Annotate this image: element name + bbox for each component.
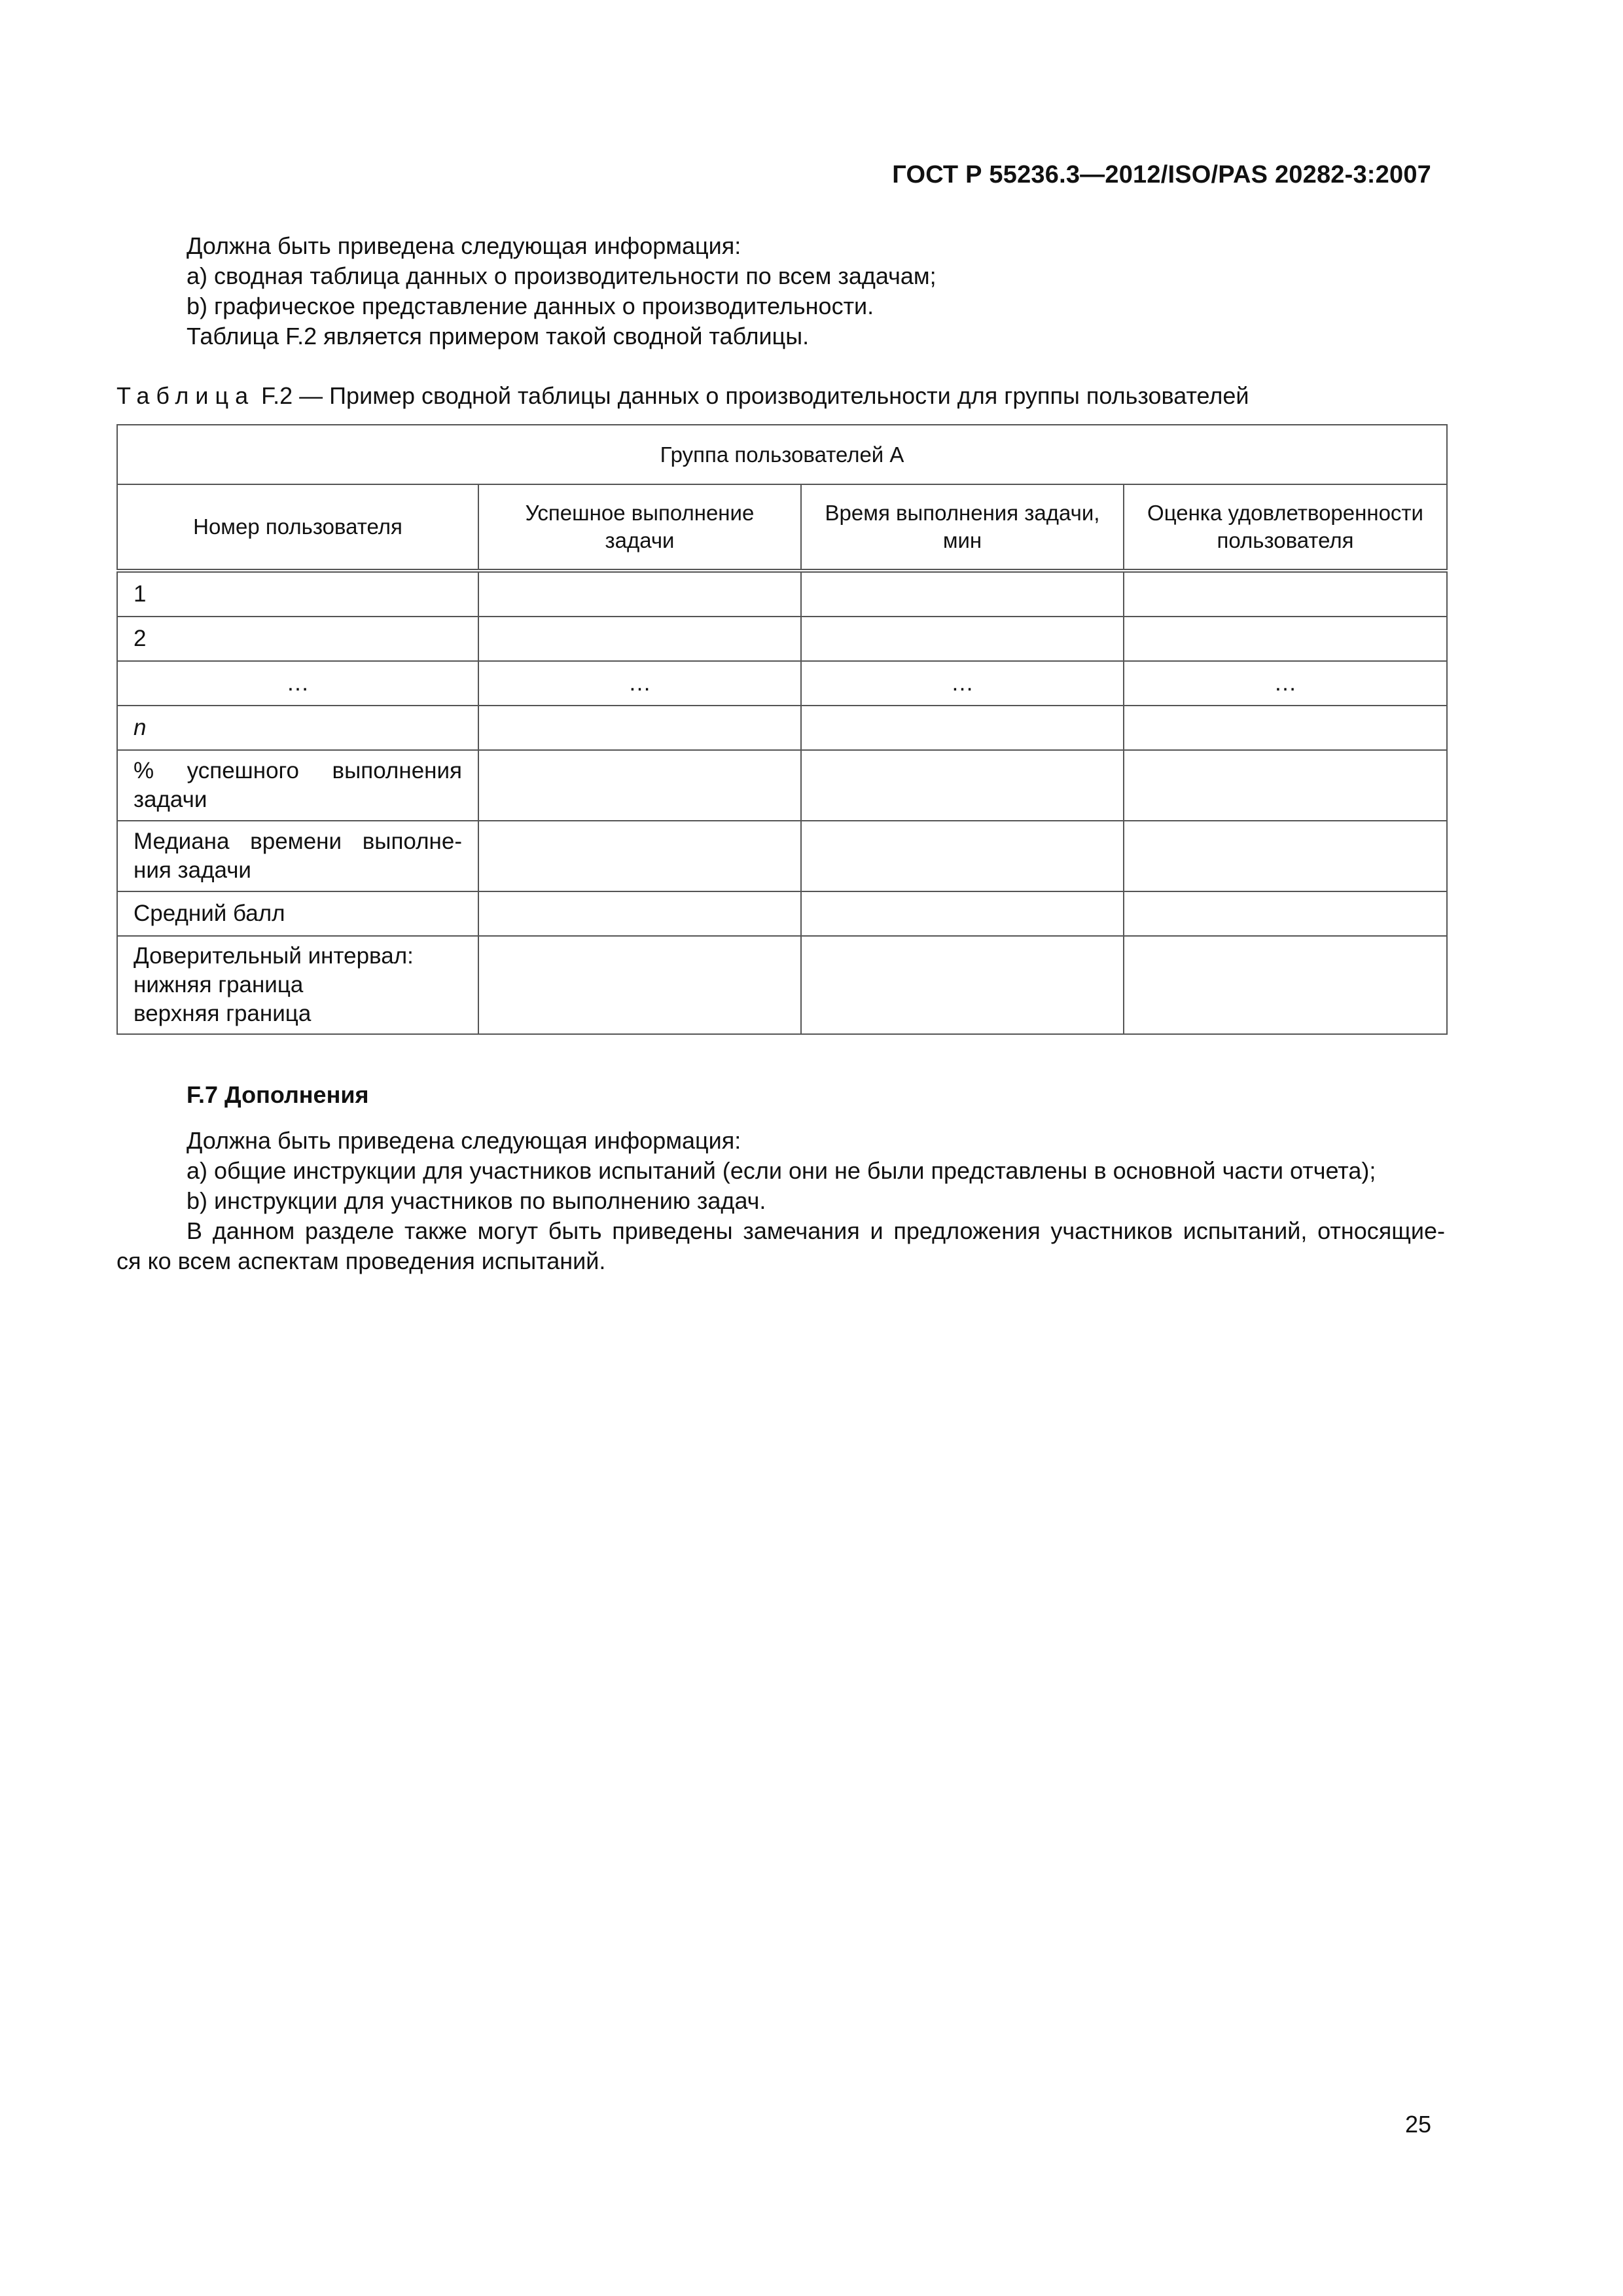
group-header-cell: Группа пользователей А: [117, 425, 1447, 484]
table-row: [117, 891, 1447, 936]
column-header: [1124, 484, 1447, 571]
table-cell: [1124, 750, 1447, 821]
table-cell: [1124, 706, 1447, 750]
intro-item-b: b) графическое представление данных о производительности.: [187, 293, 874, 319]
row-label-line: Медиана времени выполне-: [134, 829, 462, 854]
table-row: [117, 661, 1447, 706]
intro-line: Должна быть приведена следующая информация:: [187, 232, 741, 259]
table-caption-text: F.2 — Пример сводной таблицы данных о производительности для группы пользователей: [255, 382, 1249, 409]
table-cell: [1124, 936, 1447, 1034]
column-header-line: задачи: [605, 528, 675, 552]
section-paragraph: [116, 1126, 1445, 1276]
table-cell: [801, 891, 1124, 936]
section-item-b: b) инструкции для участников по выполнению задач.: [187, 1187, 766, 1214]
table-row: [117, 706, 1447, 750]
row-label-line: ния задачи: [134, 857, 251, 883]
row-label: [117, 750, 478, 821]
table-row: [117, 617, 1447, 661]
table-cell: [478, 936, 801, 1034]
row-label-line: нижняя граница: [134, 972, 304, 997]
table-cell: [801, 936, 1124, 1034]
table-cell: [1124, 821, 1447, 891]
table-cell: [478, 750, 801, 821]
table-group-header-row: [117, 425, 1447, 484]
table-cell: [1124, 571, 1447, 617]
row-label-line: Доверительный интервал:: [134, 943, 414, 969]
table-row: [117, 936, 1447, 1034]
row-label: n: [117, 706, 478, 750]
section-line: Должна быть приведена следующая информация:: [187, 1127, 741, 1154]
table-row: [117, 821, 1447, 891]
column-header: [801, 484, 1124, 571]
row-label-line: % успешного выполнения: [134, 758, 462, 783]
table-cell: …: [1124, 661, 1447, 706]
table-cell: [478, 617, 801, 661]
section-line: В данном разделе также могут быть приведены замечания и предложения участников испытаний, относящие-: [187, 1217, 1445, 1244]
table-cell: …: [801, 661, 1124, 706]
row-label-line: задачи: [134, 787, 207, 812]
intro-line: Таблица F.2 является примером такой сводной таблицы.: [187, 323, 810, 350]
table-cell: [478, 706, 801, 750]
table-cell: [1124, 617, 1447, 661]
table-cell: …: [478, 661, 801, 706]
table-cell: [801, 706, 1124, 750]
row-label-line: верхняя граница: [134, 1001, 312, 1026]
section-heading: F.7 Дополнения: [187, 1081, 369, 1108]
intro-item-a: a) сводная таблица данных о производительности по всем задачам;: [187, 262, 936, 289]
row-label: 2: [117, 617, 478, 661]
column-header-line: Успешное выполнение: [525, 501, 755, 525]
row-label: Средний балл: [117, 891, 478, 936]
section-item-a: a) общие инструкции для участников испытаний (если они не были представлены в основной части отчета);: [187, 1157, 1376, 1184]
table-cell: [801, 821, 1124, 891]
column-header: [478, 484, 801, 571]
section-line: ся ко всем аспектам проведения испытаний.: [116, 1247, 606, 1274]
table-row: [117, 571, 1447, 617]
column-header-line: мин: [942, 528, 982, 552]
column-header: Номер пользователя: [117, 484, 478, 571]
table-cell: [1124, 891, 1447, 936]
page-number: 25: [1404, 2111, 1431, 2138]
row-label: 1: [117, 571, 478, 617]
table-cell: [801, 571, 1124, 617]
table-cell: [478, 891, 801, 936]
table-row: [117, 750, 1447, 821]
intro-paragraph: [116, 231, 1445, 351]
document-header: ГОСТ Р 55236.3—2012/ISO/PAS 20282-3:2007: [892, 161, 1431, 188]
row-label: …: [117, 661, 478, 706]
column-header-line: Время выполнения задачи,: [825, 501, 1100, 525]
summary-table: [116, 424, 1448, 1035]
table-cell: [478, 821, 801, 891]
table-column-header-row: [117, 484, 1447, 571]
table-caption-label: Таблица: [116, 382, 255, 409]
table-cell: [478, 571, 801, 617]
row-label: [117, 936, 478, 1034]
table-caption: [116, 381, 1249, 411]
row-label: [117, 821, 478, 891]
column-header-line: пользователя: [1217, 528, 1354, 552]
table-cell: [801, 617, 1124, 661]
table-cell: [801, 750, 1124, 821]
column-header-line: Оценка удовлетворенности: [1147, 501, 1423, 525]
